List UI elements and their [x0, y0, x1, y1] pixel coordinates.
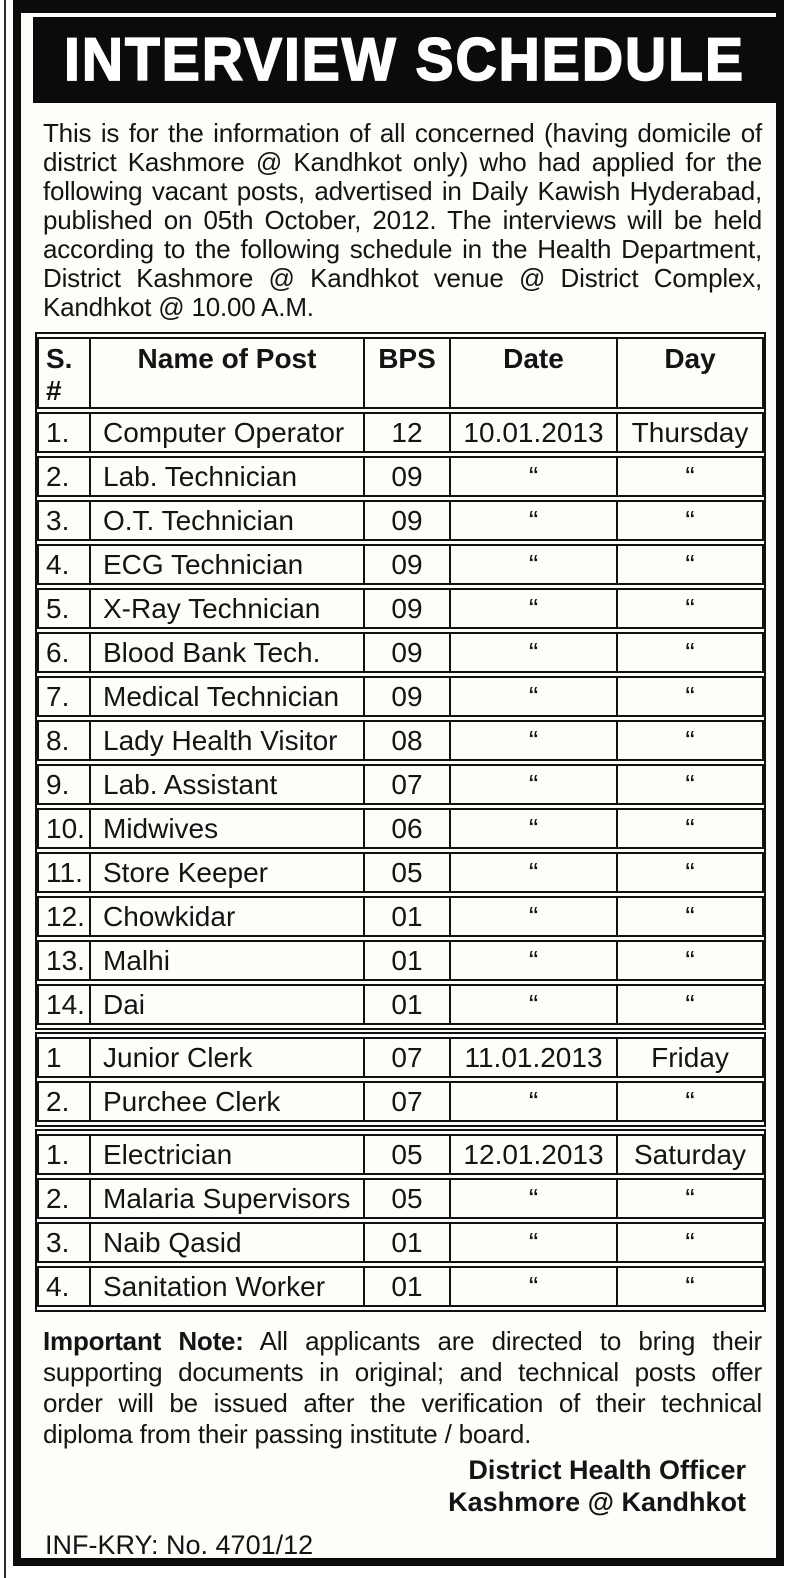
page-title: INTERVIEW SCHEDULE: [63, 26, 745, 94]
cell-day: Thursday: [617, 412, 764, 453]
important-note-text: All applicants are directed to bring their supporting documents in original; and technical posts offer order will be issued after the verification of their technical diploma from their passing institute / board.: [43, 1326, 762, 1449]
table-header-row: [37, 337, 764, 409]
cell-bps: 07: [364, 764, 450, 805]
cell-sn: 5.: [37, 588, 90, 629]
cell-date: “: [450, 1178, 617, 1219]
cell-bps: 05: [364, 1178, 450, 1219]
table-row: [37, 940, 764, 981]
cell-post: X-Ray Technician: [90, 588, 364, 629]
cell-post: Chowkidar: [90, 896, 364, 937]
cell-post: Malaria Supervisors: [90, 1178, 364, 1219]
cell-bps: 09: [364, 676, 450, 717]
cell-date: “: [450, 852, 617, 893]
cell-day: “: [617, 676, 764, 717]
important-note-label: Important Note:: [43, 1326, 244, 1356]
cell-date: “: [450, 632, 617, 673]
cell-post: Midwives: [90, 808, 364, 849]
cell-day: “: [617, 500, 764, 541]
cell-sn: 2.: [37, 1178, 90, 1219]
cell-day: “: [617, 720, 764, 761]
cell-date: “: [450, 896, 617, 937]
cell-sn: 1.: [37, 412, 90, 453]
cell-post: O.T. Technician: [90, 500, 364, 541]
table-row: [37, 1134, 764, 1175]
cell-sn: 2.: [37, 456, 90, 497]
cell-bps: 06: [364, 808, 450, 849]
cell-sn: 9.: [37, 764, 90, 805]
cell-sn: 1: [37, 1037, 90, 1078]
cell-day: “: [617, 808, 764, 849]
cell-day: “: [617, 984, 764, 1025]
cell-day: “: [617, 896, 764, 937]
cell-bps: 07: [364, 1037, 450, 1078]
cell-sn: 2.: [37, 1081, 90, 1122]
cell-bps: 01: [364, 940, 450, 981]
cell-bps: 09: [364, 500, 450, 541]
cell-bps: 05: [364, 1134, 450, 1175]
table-row: [37, 808, 764, 849]
reference-number: INF-KRY: No. 4701/12: [45, 1530, 314, 1560]
cell-sn: 3.: [37, 500, 90, 541]
table-row: [37, 1266, 764, 1307]
signature-title: District Health Officer: [468, 1455, 746, 1485]
cell-sn: 7.: [37, 676, 90, 717]
table-row: [37, 1222, 764, 1263]
cell-date: “: [450, 588, 617, 629]
intro-paragraph: This is for the information of all concerned (having domicile of district Kashmore @ Kandhkot only) who had applied for the following vacant posts, advertised in Daily Kawish Hyderabad, published on 05th October, 2012. The interviews will be held according to the following schedule in the Health Department, District Kashmore @ Kandhkot venue @ District Complex, Kandhkot @ 10.00 A.M.: [43, 118, 762, 322]
cell-day: Friday: [617, 1037, 764, 1078]
cell-post: Electrician: [90, 1134, 364, 1175]
schedule-table-group-2: [35, 1032, 766, 1127]
cell-post: Naib Qasid: [90, 1222, 364, 1263]
column-header-post: Name of Post: [90, 337, 364, 409]
table-row: [37, 1178, 764, 1219]
cell-day: “: [617, 1178, 764, 1219]
cell-bps: 05: [364, 852, 450, 893]
cell-day: Saturday: [617, 1134, 764, 1175]
cell-bps: 09: [364, 632, 450, 673]
cell-sn: 14.: [37, 984, 90, 1025]
cell-date: “: [450, 808, 617, 849]
cell-bps: 01: [364, 896, 450, 937]
cell-sn: 3.: [37, 1222, 90, 1263]
column-header-sn: S. #: [37, 337, 90, 409]
cell-bps: 09: [364, 544, 450, 585]
cell-date: “: [450, 500, 617, 541]
cell-bps: 08: [364, 720, 450, 761]
table-row: [37, 720, 764, 761]
table-row: [37, 632, 764, 673]
cell-sn: 12.: [37, 896, 90, 937]
table-row: [37, 896, 764, 937]
table-row: [37, 588, 764, 629]
cell-sn: 11.: [37, 852, 90, 893]
schedule-table-group-1: [35, 332, 766, 1030]
cell-date: “: [450, 764, 617, 805]
table-row: [37, 412, 764, 453]
cell-post: Store Keeper: [90, 852, 364, 893]
cell-bps: 12: [364, 412, 450, 453]
cell-date: 10.01.2013: [450, 412, 617, 453]
cell-date: “: [450, 1266, 617, 1307]
schedule-table-group-3: [35, 1129, 766, 1312]
cell-day: “: [617, 852, 764, 893]
cell-day: “: [617, 940, 764, 981]
advertisement-frame: [13, 0, 784, 1566]
cell-bps: 09: [364, 456, 450, 497]
signature-block: [21, 1454, 746, 1518]
column-header-bps: BPS: [364, 337, 450, 409]
table-row: [37, 1037, 764, 1078]
cell-bps: 07: [364, 1081, 450, 1122]
cell-bps: 01: [364, 1266, 450, 1307]
newspaper-column-rule: [4, 0, 6, 1578]
cell-date: “: [450, 456, 617, 497]
title-banner: [33, 17, 776, 103]
cell-post: Lab. Assistant: [90, 764, 364, 805]
cell-post: Dai: [90, 984, 364, 1025]
signature-location: Kashmore @ Kandhkot: [448, 1487, 746, 1517]
cell-sn: 8.: [37, 720, 90, 761]
cell-date: “: [450, 940, 617, 981]
cell-post: Medical Technician: [90, 676, 364, 717]
column-header-day: Day: [617, 337, 764, 409]
cell-post: Junior Clerk: [90, 1037, 364, 1078]
cell-date: “: [450, 676, 617, 717]
table-row: [37, 500, 764, 541]
cell-sn: 6.: [37, 632, 90, 673]
cell-date: 12.01.2013: [450, 1134, 617, 1175]
cell-post: Blood Bank Tech.: [90, 632, 364, 673]
cell-post: Purchee Clerk: [90, 1081, 364, 1122]
cell-day: “: [617, 1222, 764, 1263]
cell-post: Computer Operator: [90, 412, 364, 453]
cell-post: Sanitation Worker: [90, 1266, 364, 1307]
cell-post: ECG Technician: [90, 544, 364, 585]
cell-sn: 4.: [37, 1266, 90, 1307]
cell-post: Malhi: [90, 940, 364, 981]
cell-post: Lab. Technician: [90, 456, 364, 497]
table-row: [37, 676, 764, 717]
cell-sn: 4.: [37, 544, 90, 585]
cell-day: “: [617, 588, 764, 629]
cell-day: “: [617, 1266, 764, 1307]
cell-sn: 1.: [37, 1134, 90, 1175]
cell-sn: 10.: [37, 808, 90, 849]
table-row: [37, 984, 764, 1025]
cell-bps: 09: [364, 588, 450, 629]
cell-sn: 13.: [37, 940, 90, 981]
table-row: [37, 544, 764, 585]
table-row: [37, 764, 764, 805]
cell-bps: 01: [364, 1222, 450, 1263]
cell-date: “: [450, 984, 617, 1025]
table-row: [37, 456, 764, 497]
cell-day: “: [617, 764, 764, 805]
cell-day: “: [617, 632, 764, 673]
cell-post: Lady Health Visitor: [90, 720, 364, 761]
cell-day: “: [617, 544, 764, 585]
cell-date: “: [450, 720, 617, 761]
cell-day: “: [617, 456, 764, 497]
table-row: [37, 1081, 764, 1122]
cell-day: “: [617, 1081, 764, 1122]
cell-bps: 01: [364, 984, 450, 1025]
cell-date: “: [450, 1222, 617, 1263]
cell-date: “: [450, 1081, 617, 1122]
cell-date: 11.01.2013: [450, 1037, 617, 1078]
cell-date: “: [450, 544, 617, 585]
column-header-date: Date: [450, 337, 617, 409]
important-note: [43, 1326, 762, 1450]
table-row: [37, 852, 764, 893]
